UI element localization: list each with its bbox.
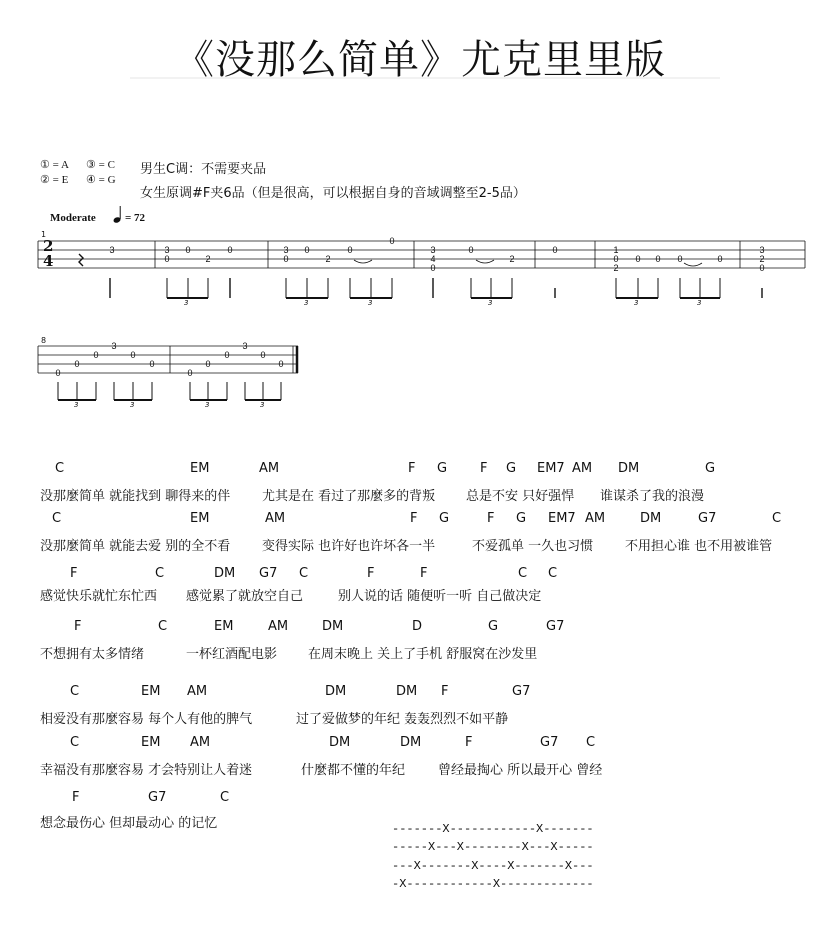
svg-text:3: 3 (164, 245, 170, 255)
lyric-line: 谁谋杀了我的浪漫 (600, 489, 705, 504)
chord-symbol: G (506, 461, 517, 476)
lyric-line: 不用担心谁 也不用被谁管 (625, 539, 773, 554)
chord-symbol: DM (322, 619, 344, 634)
lyric-line: 不爱孤单 一久也习惯 (472, 539, 594, 554)
chord-symbol: G7 (698, 511, 717, 526)
svg-text:0: 0 (347, 245, 353, 255)
chord-symbol: C (70, 684, 80, 699)
lyric-line: 尤其是在 看过了那麼多的背叛 (262, 489, 436, 504)
svg-text:3: 3 (109, 245, 115, 255)
strum-pattern-line-2: -----X---X--------X---X----- (392, 840, 594, 854)
svg-text:0: 0 (283, 254, 289, 264)
chord-symbol: EM (141, 735, 161, 750)
chord-symbol: F (441, 684, 449, 699)
tempo-bpm: = 72 (125, 212, 146, 224)
chord-symbol: C (220, 790, 230, 805)
chord-symbol: F (74, 619, 82, 634)
lyric-line: 感觉快乐就忙东忙西 (40, 589, 158, 604)
chord-symbol: G7 (259, 566, 278, 581)
chord-symbol: C (299, 566, 309, 581)
staff-system-2 (38, 341, 298, 400)
chord-symbol: C (772, 511, 782, 526)
chord-symbol: C (70, 735, 80, 750)
svg-text:3: 3 (242, 341, 248, 351)
svg-text:0: 0 (227, 245, 233, 255)
svg-text:1: 1 (613, 245, 619, 255)
svg-text:0: 0 (187, 368, 193, 378)
staff-system-1 (38, 236, 805, 298)
chord-symbol: AM (259, 461, 280, 476)
chord-symbol: G (488, 619, 499, 634)
tuning-string-4: ④ = G (86, 174, 116, 186)
svg-text:0: 0 (149, 359, 155, 369)
svg-text:0: 0 (552, 245, 558, 255)
triplet-mark: 3 (368, 299, 373, 307)
lyric-line: 想念最伤心 但却最动心 的记忆 (40, 816, 218, 831)
strum-pattern-line-1: -------X------------X------- (392, 822, 594, 836)
chord-symbol: AM (585, 511, 606, 526)
strum-pattern-line-4: -X------------X------------- (392, 877, 594, 891)
svg-text:0: 0 (468, 245, 474, 255)
chord-symbol: C (155, 566, 165, 581)
page-title: 《没那么简单》尤克里里版 (174, 37, 666, 83)
chord-symbol: EM (190, 511, 210, 526)
svg-text:0: 0 (55, 368, 61, 378)
triplet-mark: 3 (130, 401, 135, 409)
lyric-line: 别人说的话 随便听一听 自己做决定 (338, 589, 542, 604)
chord-symbol: G (516, 511, 527, 526)
lyric-line: 幸福没有那麼容易 才会特别让人着迷 (40, 763, 253, 778)
svg-text:2: 2 (759, 254, 765, 264)
lyric-line: 在周末晚上 关上了手机 舒服窝在沙发里 (308, 647, 538, 662)
lyric-line: 变得实际 也许好也许坏各一半 (262, 539, 436, 554)
male-key-note: 男生C调：不需要夹品 (140, 162, 267, 177)
chord-symbol: DM (640, 511, 662, 526)
svg-text:0: 0 (130, 350, 136, 360)
svg-text:2: 2 (509, 254, 515, 264)
lyric-line: 曾经最掏心 所以最开心 曾经 (438, 763, 603, 778)
chord-symbol: F (70, 566, 78, 581)
chord-symbol: F (420, 566, 428, 581)
strum-pattern-line-3: ---X-------X----X-------X--- (392, 859, 594, 873)
svg-text:0: 0 (717, 254, 723, 264)
svg-text:0: 0 (185, 245, 191, 255)
chord-symbol: F (465, 735, 473, 750)
triplet-mark: 3 (205, 401, 210, 409)
triplet-mark: 3 (634, 299, 639, 307)
svg-text:3: 3 (111, 341, 117, 351)
chord-symbol: F (410, 511, 418, 526)
svg-text:0: 0 (93, 350, 99, 360)
svg-text:3: 3 (430, 245, 436, 255)
triplet-mark: 3 (184, 299, 189, 307)
chord-symbol: DM (618, 461, 640, 476)
chord-symbol: C (586, 735, 596, 750)
lyric-line: 没那麼简单 就能去爱 别的全不看 (40, 539, 231, 554)
chord-symbol: C (518, 566, 528, 581)
svg-text:0: 0 (74, 359, 80, 369)
chord-symbol: DM (396, 684, 418, 699)
chord-symbol: F (480, 461, 488, 476)
svg-text:2: 2 (613, 263, 619, 273)
chord-symbol: AM (265, 511, 286, 526)
chord-symbol: F (72, 790, 80, 805)
chord-symbol: G (705, 461, 716, 476)
lyric-line: 一杯红酒配电影 (186, 647, 278, 662)
tuning-string-2: ② = E (40, 174, 69, 186)
svg-text:2: 2 (205, 254, 211, 264)
triplet-mark: 3 (304, 299, 309, 307)
chord-symbol: F (487, 511, 495, 526)
tuning-string-1: ① = A (40, 159, 69, 171)
measure-number-8: 8 (41, 336, 47, 345)
chord-symbol: DM (214, 566, 236, 581)
svg-text:0: 0 (260, 350, 266, 360)
svg-text:0: 0 (278, 359, 284, 369)
chord-symbol: G7 (148, 790, 167, 805)
chord-symbol: AM (572, 461, 593, 476)
lyric-line: 过了爱做梦的年纪 轰轰烈烈不如平静 (296, 712, 509, 727)
chord-symbol: EM (141, 684, 161, 699)
chord-symbol: AM (187, 684, 208, 699)
svg-text:0: 0 (224, 350, 230, 360)
svg-text:0: 0 (304, 245, 310, 255)
triplet-mark: 3 (260, 401, 265, 409)
svg-text:0: 0 (635, 254, 641, 264)
chord-symbol: DM (400, 735, 422, 750)
chord-symbol: EM (214, 619, 234, 634)
chord-symbol: C (55, 461, 65, 476)
chord-symbol: G7 (546, 619, 565, 634)
svg-text:0: 0 (430, 263, 436, 273)
chord-symbol: EM (190, 461, 210, 476)
chord-symbol: AM (190, 735, 211, 750)
chord-symbol: F (367, 566, 375, 581)
chord-symbol: AM (268, 619, 289, 634)
chord-symbol: G (439, 511, 450, 526)
lyric-line: 不想拥有太多情绪 (40, 647, 145, 662)
svg-text:4: 4 (430, 254, 436, 264)
svg-text:0: 0 (205, 359, 211, 369)
chord-symbol: C (548, 566, 558, 581)
chord-symbol: D (412, 619, 423, 634)
svg-text:3: 3 (283, 245, 289, 255)
chord-symbol: F (408, 461, 416, 476)
svg-text:3: 3 (759, 245, 765, 255)
triplet-mark: 3 (697, 299, 702, 307)
svg-text:0: 0 (655, 254, 661, 264)
tuning-string-3: ③ = C (86, 159, 115, 171)
chord-symbol: EM7 (548, 511, 576, 526)
lyric-line: 总是不安 只好强悍 (466, 489, 575, 504)
chord-symbol: G7 (540, 735, 559, 750)
lyric-line: 没那麼简单 就能找到 聊得来的伴 (40, 489, 231, 504)
chord-symbol: G (437, 461, 448, 476)
svg-text:2: 2 (325, 254, 331, 264)
chord-symbol: C (158, 619, 168, 634)
chord-symbol: C (52, 511, 62, 526)
svg-text:0: 0 (677, 254, 683, 264)
svg-text:0: 0 (164, 254, 170, 264)
female-key-note: 女生原调#F夹6品（但是很高，可以根据自身的音域调整至2-5品） (140, 186, 526, 201)
tempo-label: Moderate (50, 212, 96, 224)
svg-text:0: 0 (759, 263, 765, 273)
time-signature-bottom: 4 (43, 252, 54, 270)
chord-symbol: DM (325, 684, 347, 699)
chord-symbol: DM (329, 735, 351, 750)
measure-number-1: 1 (41, 230, 47, 239)
triplet-mark: 3 (74, 401, 79, 409)
triplet-mark: 3 (488, 299, 493, 307)
time-signature-top: 2 (43, 237, 54, 255)
lyric-line: 相爱没有那麼容易 每个人有他的脾气 (40, 712, 253, 727)
chord-symbol: G7 (512, 684, 531, 699)
lyric-line: 感觉累了就放空自己 (186, 589, 304, 604)
svg-text:0: 0 (389, 236, 395, 246)
chord-symbol: EM7 (537, 461, 565, 476)
svg-text:0: 0 (613, 254, 619, 264)
lyric-line: 什麼都不懂的年纪 (301, 763, 406, 778)
